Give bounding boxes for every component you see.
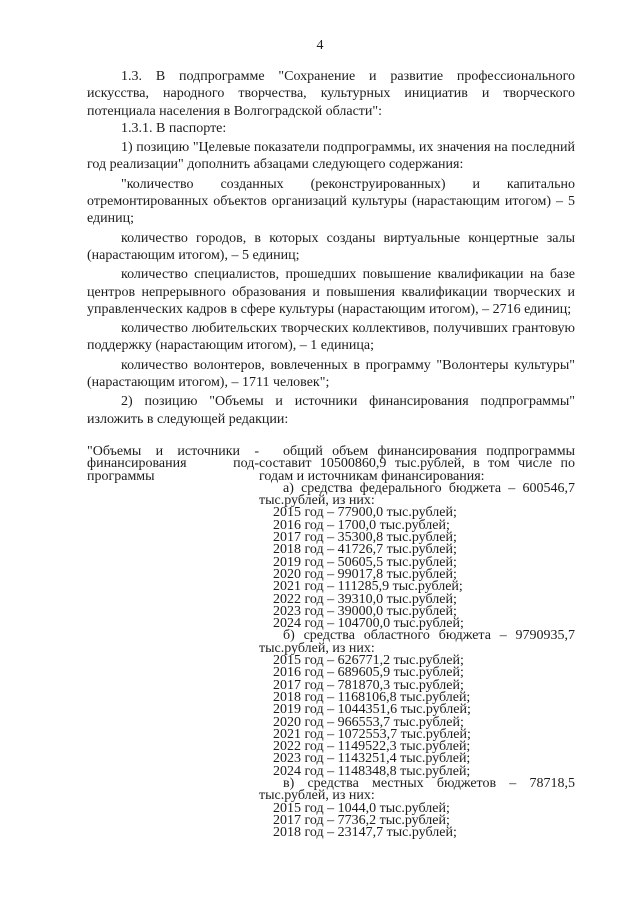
year-amount-line: 2024 год – 104700,0 тыс.рублей; (273, 616, 464, 632)
financing-details (259, 446, 575, 840)
paragraph-item-2: 2) позицию "Объемы и источники финансирования подпрограммы" изложить в следующей редакции: (87, 394, 575, 427)
paragraph-item-1: 1) позицию "Целевые показатели подпрограммы, их значения на последний год реализации" дополнить абзацами следующего содержания: (87, 140, 575, 173)
federal-budget-heading: а) средства федерального бюджета – 600546,7 тыс.рублей, из них: (259, 480, 575, 509)
regional-budget-heading: б) средства областного бюджета – 9790935,7 тыс.рублей, из них: (259, 628, 575, 656)
paragraph-indicator-virtual-halls: количество городов, в которых созданы виртуальные концертные залы (нарастающим итогом), – 5 единиц; (87, 230, 575, 263)
regional-budget-years (259, 655, 575, 778)
financing-label: "Объемы и источники - финансирования под- программы (87, 444, 259, 484)
financing-total: общий объем финансирования подпрограммы составит 10500860,9 тыс.рублей, в том числе по годам и источникам финансирования: (259, 444, 575, 484)
year-amount-line: 2024 год – 1148348,8 тыс.рублей; (273, 763, 471, 779)
year-amount-line: 2015 год – 77900,0 тыс.рублей; (273, 505, 457, 521)
federal-budget-years (259, 507, 575, 630)
year-amount-line: 2017 год – 7736,2 тыс.рублей; (273, 812, 450, 828)
year-amount-line: 2020 год – 966553,7 тыс.рублей; (273, 714, 464, 730)
year-amount-line: 2023 год – 1143251,4 тыс.рублей; (273, 751, 471, 767)
paragraph-passport: 1.3.1. В паспорте: (121, 120, 227, 136)
year-amount-line: 2019 год – 1044351,6 тыс.рублей; (273, 702, 471, 718)
year-amount-line: 2019 год – 50605,5 тыс.рублей; (273, 554, 457, 570)
page-number: 4 (316, 38, 324, 53)
year-amount-line: 2017 год – 781870,3 тыс.рублей; (273, 677, 464, 693)
body-text (87, 68, 575, 428)
year-amount-line: 2021 год – 111285,9 тыс.рублей; (273, 579, 463, 595)
paragraph-subprogram-heading: 1.3. В подпрограмме "Сохранение и развитие профессионального искусства, народного творчества, культурных инициатив и творческого потенциала населения в Волгоградской области": (87, 69, 575, 119)
year-amount-line: 2018 год – 23147,7 тыс.рублей; (273, 825, 457, 841)
year-amount-line: 2021 год – 1072553,7 тыс.рублей; (273, 726, 471, 742)
paragraph-indicator-volunteers: количество волонтеров, вовлеченных в программу "Волонтеры культуры" (нарастающим итогом), – 1711 человек"; (87, 357, 575, 391)
year-amount-line: 2016 год – 1700,0 тыс.рублей; (273, 517, 450, 533)
year-amount-line: 2018 год – 1168106,8 тыс.рублей; (273, 689, 471, 705)
year-amount-line: 2017 год – 35300,8 тыс.рублей; (273, 530, 457, 546)
year-amount-line: 2023 год – 39000,0 тыс.рублей; (273, 603, 457, 619)
year-amount-line: 2022 год – 1149522,3 тыс.рублей; (273, 739, 471, 755)
paragraph-indicator-facilities: "количество созданных (реконструированных) и капитально отремонтированных объектов организаций культуры (нарастающим итогом) – 5 единиц; (87, 176, 575, 227)
year-amount-line: 2018 год – 41726,7 тыс.рублей; (273, 542, 457, 558)
year-amount-line: 2016 год – 689605,9 тыс.рублей; (273, 665, 464, 681)
year-amount-line: 2022 год – 39310,0 тыс.рублей; (273, 591, 457, 607)
local-budget-years (259, 800, 575, 841)
paragraph-indicator-specialists: количество специалистов, прошедших повышение квалификации на базе центров непрерывного образования и повышения квалификации творческих и управленческих кадров в сфере культуры (нарастающим итогом), – 2716 единиц; (87, 267, 575, 317)
local-budget-heading: в) средства местных бюджетов – 78718,5 тыс.рублей, из них: (259, 776, 575, 804)
year-amount-line: 2020 год – 99017,8 тыс.рублей; (273, 566, 457, 582)
paragraph-indicator-collectives: количество любительских творческих коллективов, получивших грантовую поддержку (нарастающим итогом), – 1 единица; (87, 321, 575, 354)
year-amount-line: 2015 год – 1044,0 тыс.рублей; (273, 800, 450, 816)
year-amount-line: 2015 год – 626771,2 тыс.рублей; (273, 653, 464, 669)
